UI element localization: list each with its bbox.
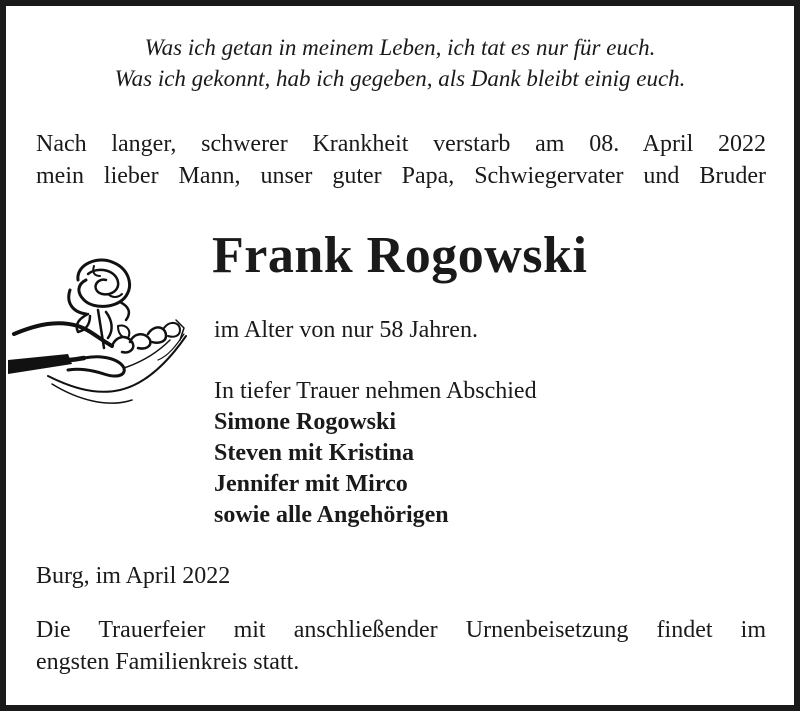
poem-line-1: Was ich getan in meinem Leben, ich tat es nur für euch.: [144, 35, 656, 60]
announcement-line-2: mein lieber Mann, unser guter Papa, Schwiegervater und Bruder: [36, 163, 766, 189]
poem-line-2: Was ich gekonnt, hab ich gegeben, als Dank bleibt einig euch.: [114, 66, 686, 91]
deceased-name: Frank Rogowski: [212, 227, 588, 284]
announcement-line-1: Nach langer, schwerer Krankheit verstarb am 08. April 2022: [36, 131, 766, 157]
age-text: im Alter von nur 58 Jahren.: [214, 317, 478, 343]
hand-holding-rose-icon: [8, 250, 193, 415]
ceremony-line-2: engsten Familienkreis statt.: [36, 649, 300, 675]
mourner-name: Jennifer mit Mirco: [214, 471, 408, 497]
place-date: Burg, im April 2022: [36, 563, 231, 589]
ceremony-line-1: Die Trauerfeier mit anschließender Urnenbeisetzung findet im: [36, 617, 766, 643]
mourners-block: [214, 376, 537, 531]
mourner-name: Simone Rogowski: [214, 409, 397, 435]
mourners-heading: In tiefer Trauer nehmen Abschied: [214, 378, 537, 404]
mourner-name: sowie alle Angehörigen: [214, 502, 449, 528]
mourner-name: Steven mit Kristina: [214, 440, 414, 466]
